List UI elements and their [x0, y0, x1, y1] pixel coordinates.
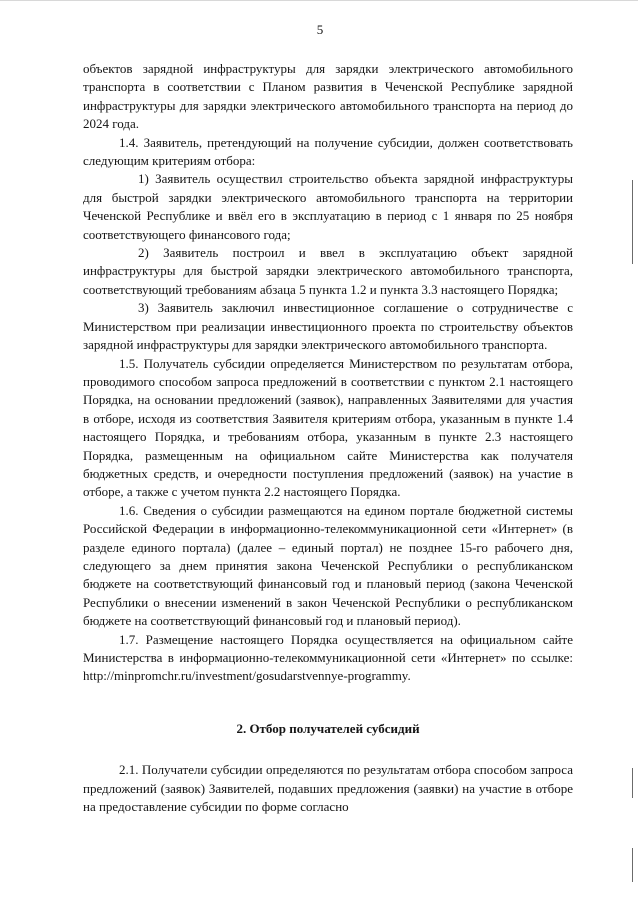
paragraph-continuation: объектов зарядной инфраструктуры для зарядки электрического автомобильного транспорта в соответствии с Планом развития в Чеченской Республике зарядной инфраструктуры для зарядки электрического автомобильного транспорта на период до 2024 года. — [83, 61, 573, 132]
scan-edge-line — [0, 0, 638, 1]
criterion-2: 2) Заявитель построил и ввел в эксплуатацию объект зарядной инфраструктуры для быстрой зарядки электрического автомобильного транспорта, соответствующий требованиям абзаца 5 пункта 1.2 и пункта 3.3 настоящего Порядка; — [83, 245, 573, 297]
criterion-3: 3) Заявитель заключил инвестиционное соглашение о сотрудничестве с Министерством при реализации инвестиционного проекта по строительству объектов зарядной инфраструктуры для зарядки электрического автомобильного транспорта. — [83, 300, 573, 353]
paragraph-1-5: 1.5. Получатель субсидии определяется Министерством по результатам отбора, проводимого способом запроса предложений в соответствии с пунктом 2.1 настоящего Порядка, на основании предложений (заявок), направленных Заявителями для участия в отборе, исходя из соответствия Заявителя критериям отбора, указанным в пункте 1.4 настоящего Порядка, и требованиям отбора, указанным в пункте 2.3 настоящего Порядка, размещенным на официальном сайте Министерства как получателя бюджетных средств, и очередности поступления предложений (заявок) на участие в отборе, а также с учетом пункта 2.2 настоящего Порядка. — [83, 355, 573, 500]
document-body — [83, 60, 573, 816]
paragraph-1-4: 1.4. Заявитель, претендующий на получение субсидии, должен соответствовать следующим критериям отбора: — [83, 134, 573, 169]
scan-edge-mark — [632, 768, 634, 798]
paragraph-2-1: 2.1. Получатели субсидии определяются по результатам отбора способом запроса предложений (заявок) Заявителей, подавших предложения (заявки) на участие в отборе на предоставление субсидии по форме согласно — [83, 762, 573, 815]
scan-edge-mark — [632, 848, 634, 882]
page-number: 5 — [316, 22, 324, 37]
section-heading: 2. Отбор получателей субсидий — [236, 720, 420, 736]
scan-edge-mark — [632, 180, 634, 264]
paragraph-1-7: 1.7. Размещение настоящего Порядка осуществляется на официальном сайте Министерства в информационно-телекоммуникационной сети «Интернет» по ссылке: http://minpromchr.ru/investment/gosudarstvennye-programmy. — [83, 631, 573, 684]
criterion-1: 1) Заявитель осуществил строительство объекта зарядной инфраструктуры для быстрой зарядки электрического автомобильного транспорта на территории Чеченской Республике и ввёл его в эксплуатацию в период с 1 января по 25 ноября соответствующего финансового года; — [83, 171, 573, 242]
paragraph-1-6: 1.6. Сведения о субсидии размещаются на едином портале бюджетной системы Российской Федерации в информационно-телекоммуникационной сети «Интернет» (в разделе единого портала) (далее – единый портал) не позднее 15-го рабочего дня, следующего за днем принятия закона Чеченской Республики о республиканском бюджете на соответствующий финансовый год и плановый период (закона Чеченской Республики о внесении изменений в закон Чеченской Республики о республиканском бюджете на соответствующий финансовый год и плановый период). — [83, 502, 573, 629]
